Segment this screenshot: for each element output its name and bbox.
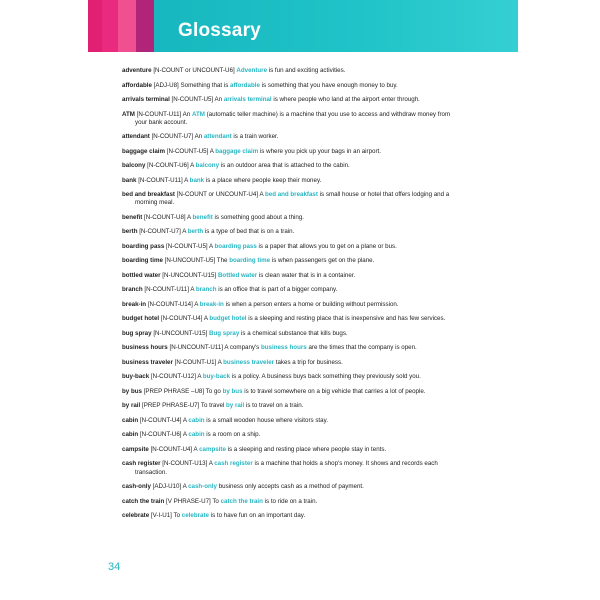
glossary-entry	[122, 498, 494, 506]
glossary-entry	[122, 214, 494, 222]
entry-term: baggage claim	[122, 147, 165, 155]
entry-text: is a train worker.	[231, 133, 279, 141]
header-stripe	[88, 0, 102, 52]
entry-text: are the times that the company is open.	[306, 344, 417, 352]
glossary-entry	[122, 359, 494, 367]
entry-text: A	[197, 373, 203, 381]
entry-term: budget hotel	[122, 315, 160, 323]
glossary-entry	[122, 148, 494, 156]
entry-term: attendant	[122, 133, 150, 141]
header-stripe	[136, 0, 154, 52]
entry-text: is a policy. A business buys back something they previously sold you.	[230, 373, 421, 381]
entry-text: is to travel on a train.	[244, 402, 304, 410]
entry-text: To travel	[200, 402, 226, 410]
entry-keyword: celebrate	[181, 512, 209, 520]
page-title: Glossary	[178, 20, 261, 41]
entry-keyword: Bottled water	[217, 271, 258, 279]
entry-text: is an office that is part of a bigger company.	[216, 286, 338, 294]
entry-keyword: affordable	[230, 81, 260, 89]
entry-text: A	[182, 431, 189, 439]
entry-pos: [ADJ-U8]	[153, 81, 179, 89]
entry-text: is to travel somewhere on a big vehicle that carries a lot of people.	[242, 387, 426, 395]
entry-keyword: attendant	[203, 133, 232, 141]
glossary-entry	[122, 446, 494, 454]
entry-text: A company's	[224, 344, 261, 352]
entry-pos: [N-COUNT-U13]	[162, 460, 208, 468]
entry-text: is when passengers get on the plane.	[270, 257, 375, 265]
entry-pos: [N-UNCOUNT-U11]	[169, 344, 223, 352]
entry-pos: [V-I-U1]	[150, 512, 172, 520]
entry-text: (automatic teller machine) is a machine that you use to access and withdraw money from	[204, 110, 451, 118]
glossary-entry	[122, 483, 494, 491]
entry-text: A	[259, 191, 265, 199]
entry-text: An	[194, 133, 204, 141]
entry-keyword: balcony	[195, 162, 220, 170]
entry-text: A	[217, 358, 224, 366]
entry-term: ATM	[122, 110, 135, 118]
entry-pos: [N-COUNT-U5]	[171, 96, 214, 103]
entry-text: A	[209, 242, 215, 250]
entry-text: is to ride on a train.	[262, 497, 318, 505]
entry-pos: [N-UNCOUNT-U15]	[162, 271, 217, 279]
entry-term: adventure	[122, 67, 152, 74]
entry-pos: [N-UNCOUNT-U15]	[153, 329, 208, 337]
entry-keyword: catch the train	[220, 497, 263, 505]
entry-text: An	[214, 96, 224, 103]
entry-term: berth	[122, 228, 138, 236]
entry-text: To go	[205, 387, 223, 395]
entry-text: is a paper that allows you to get on a plane or bus.	[256, 242, 397, 250]
entry-text: is a chemical substance that kills bugs.	[239, 329, 348, 337]
entry-keyword: berth	[187, 228, 204, 236]
entry-text: is when a person enters a home or building without permission.	[223, 300, 399, 308]
entry-text: A	[184, 176, 190, 184]
glossary-entry	[122, 402, 494, 410]
entry-pos: [ADJ-U10]	[152, 483, 182, 491]
entry-text: is a place where people keep their money.	[204, 176, 322, 184]
entry-term: by bus	[122, 387, 142, 395]
entry-pos: [N-COUNT-U4]	[139, 416, 182, 424]
entry-term: balcony	[122, 162, 146, 170]
entry-text: A	[182, 228, 188, 236]
entry-keyword: buy-back	[202, 373, 231, 381]
entry-pos: [N-COUNT-U4]	[150, 445, 193, 453]
glossary-entry	[122, 315, 494, 323]
entry-keyword: cash register	[214, 460, 253, 468]
entry-text: A	[182, 483, 189, 491]
glossary-list	[122, 67, 494, 527]
entry-text: is where you pick up your bags in an airport.	[258, 147, 381, 155]
entry-text: is a small wooden house where visitors stay.	[204, 416, 328, 424]
glossary-entry	[122, 82, 494, 90]
glossary-entry	[122, 512, 494, 520]
entry-term: bug spray	[122, 329, 152, 337]
entry-text: is an outdoor area that is attached to the cabin.	[219, 162, 350, 170]
entry-keyword: budget hotel	[209, 315, 247, 323]
entry-keyword: branch	[195, 286, 217, 294]
entry-pos: [N-COUNT-U11]	[136, 110, 182, 118]
glossary-entry	[122, 417, 494, 425]
entry-term: by rail	[122, 402, 141, 410]
entry-term: buy-back	[122, 373, 150, 381]
entry-text: A	[187, 213, 193, 221]
entry-text: is a sleeping and resting place that is inexpensive and has few services.	[246, 315, 446, 323]
entry-term: cabin	[122, 431, 139, 439]
entry-text: business only accepts cash as a method of payment.	[216, 483, 364, 491]
entry-term: branch	[122, 286, 143, 294]
entry-text: is a machine that holds a shop's money. It shows and records each	[252, 460, 438, 468]
page-number: 34	[108, 561, 121, 573]
entry-text: is clean water that is in a container.	[257, 271, 356, 279]
entry-text: is a room on a ship.	[204, 431, 261, 439]
entry-term: bank	[122, 176, 137, 184]
entry-pos: [N-COUNT-U14]	[147, 300, 193, 308]
glossary-entry	[122, 177, 494, 185]
entry-text: A	[190, 162, 196, 170]
entry-text: is something good about a thing.	[212, 213, 304, 221]
glossary-entry	[122, 431, 494, 439]
glossary-entry	[122, 301, 494, 309]
entry-keyword: boarding pass	[214, 242, 257, 250]
entry-text: is fun and exciting activities.	[267, 67, 346, 74]
entry-text: To	[173, 512, 182, 520]
entry-pos: [N-UNCOUNT-U5]	[164, 257, 216, 265]
entry-term: bed and breakfast	[122, 191, 175, 199]
entry-keyword: cash-only	[188, 483, 217, 491]
entry-pos: [N-COUNT-U11]	[144, 286, 189, 294]
entry-keyword: business hours	[260, 344, 307, 352]
entry-term: affordable	[122, 81, 152, 89]
entry-term: arrivals terminal	[122, 96, 170, 103]
entry-term: catch the train	[122, 497, 165, 505]
entry-pos: [N-COUNT-U6]	[147, 162, 189, 170]
glossary-entry	[122, 272, 494, 280]
entry-pos: [N-COUNT-U12]	[150, 373, 196, 381]
entry-text: is a type of bed that is on a train.	[203, 228, 295, 236]
entry-text: is small house or hotel that offers lodging and a	[317, 191, 450, 199]
glossary-entry	[122, 373, 494, 381]
entry-continuation: transaction.	[135, 468, 167, 476]
glossary-entry	[122, 162, 494, 170]
entry-pos: [N-COUNT-U8]	[144, 213, 186, 221]
entry-term: business hours	[122, 344, 168, 352]
glossary-entry	[122, 344, 494, 352]
entry-pos: [PREP PHRASE-U7]	[141, 402, 200, 410]
entry-text: The	[216, 257, 230, 265]
glossary-entry	[122, 111, 494, 127]
entry-text: is where people who land at the airport enter through.	[271, 96, 420, 103]
entry-keyword: Bug spray	[209, 329, 240, 337]
entry-keyword: baggage claim	[215, 147, 259, 155]
entry-term: benefit	[122, 213, 143, 221]
entry-term: bottled water	[122, 271, 161, 279]
entry-text: A	[194, 300, 200, 308]
entry-text: is a sleeping and resting place where people stay in tents.	[225, 445, 387, 453]
header-stripe	[118, 0, 136, 52]
entry-continuation: your bank account.	[135, 118, 188, 126]
entry-term: break-in	[122, 300, 147, 308]
entry-keyword: arrivals terminal	[223, 96, 272, 103]
entry-pos: [N-COUNT-U5]	[166, 242, 208, 250]
entry-keyword: business traveler	[223, 358, 275, 366]
entry-keyword: boarding time	[229, 257, 271, 265]
entry-term: campsite	[122, 445, 149, 453]
entry-term: boarding pass	[122, 242, 165, 250]
glossary-entry	[122, 191, 494, 207]
entry-keyword: benefit	[192, 213, 213, 221]
entry-pos: [N-COUNT-U11]	[138, 176, 183, 184]
glossary-entry	[122, 67, 494, 75]
entry-text: An	[182, 110, 192, 118]
entry-text: is something that you have enough money to buy.	[259, 81, 398, 89]
entry-text: A	[182, 416, 189, 424]
entry-keyword: campsite	[199, 445, 226, 453]
header-stripe	[102, 0, 118, 52]
entry-keyword: bed and breakfast	[264, 191, 318, 199]
entry-keyword: Adventure	[236, 67, 268, 74]
glossary-entry	[122, 243, 494, 251]
entry-pos: [N-COUNT-U4]	[160, 315, 203, 323]
entry-pos: [N-COUNT-U6]	[139, 431, 182, 439]
glossary-entry	[122, 286, 494, 294]
entry-text: takes a trip for business.	[274, 358, 343, 366]
glossary-entry	[122, 133, 494, 141]
entry-term: boarding time	[122, 257, 163, 265]
entry-text: A	[203, 315, 210, 323]
entry-pos: [N-COUNT-U1]	[174, 358, 217, 366]
entry-keyword: by rail	[226, 402, 245, 410]
entry-pos: [V PHRASE-U7]	[166, 497, 211, 505]
entry-term: cash register	[122, 460, 161, 468]
entry-text: is to have fun on an important day.	[208, 512, 306, 520]
entry-text: A	[190, 286, 196, 294]
entry-text: A	[208, 460, 215, 468]
entry-keyword: ATM	[191, 110, 205, 118]
entry-keyword: break-in	[199, 300, 224, 308]
glossary-entry	[122, 388, 494, 396]
entry-pos: [N-COUNT or UNCOUNT-U4]	[176, 191, 259, 199]
entry-pos: [N-COUNT-U5]	[166, 147, 209, 155]
glossary-entry	[122, 330, 494, 338]
entry-text: A	[193, 445, 200, 453]
glossary-entry	[122, 228, 494, 236]
entry-pos: [N-COUNT or UNCOUNT-U6]	[153, 67, 235, 74]
entry-text: Something that is	[180, 81, 231, 89]
entry-term: cash-only	[122, 483, 151, 491]
entry-keyword: cabin	[188, 416, 205, 424]
glossary-entry	[122, 96, 494, 104]
entry-term: celebrate	[122, 512, 150, 520]
entry-text: To	[212, 497, 221, 505]
entry-term: business traveler	[122, 358, 173, 366]
entry-keyword: cabin	[188, 431, 205, 439]
entry-term: cabin	[122, 416, 139, 424]
glossary-entry	[122, 460, 494, 476]
entry-keyword: by bus	[222, 387, 243, 395]
entry-pos: [N-COUNT-U7]	[151, 133, 194, 141]
entry-pos: [N-COUNT-U7]	[139, 228, 181, 236]
entry-text: A	[209, 147, 216, 155]
entry-continuation: morning meal.	[135, 199, 175, 207]
entry-keyword: bank	[189, 176, 205, 184]
entry-pos: [PREP PHRASE –U8]	[143, 387, 205, 395]
glossary-entry	[122, 257, 494, 265]
